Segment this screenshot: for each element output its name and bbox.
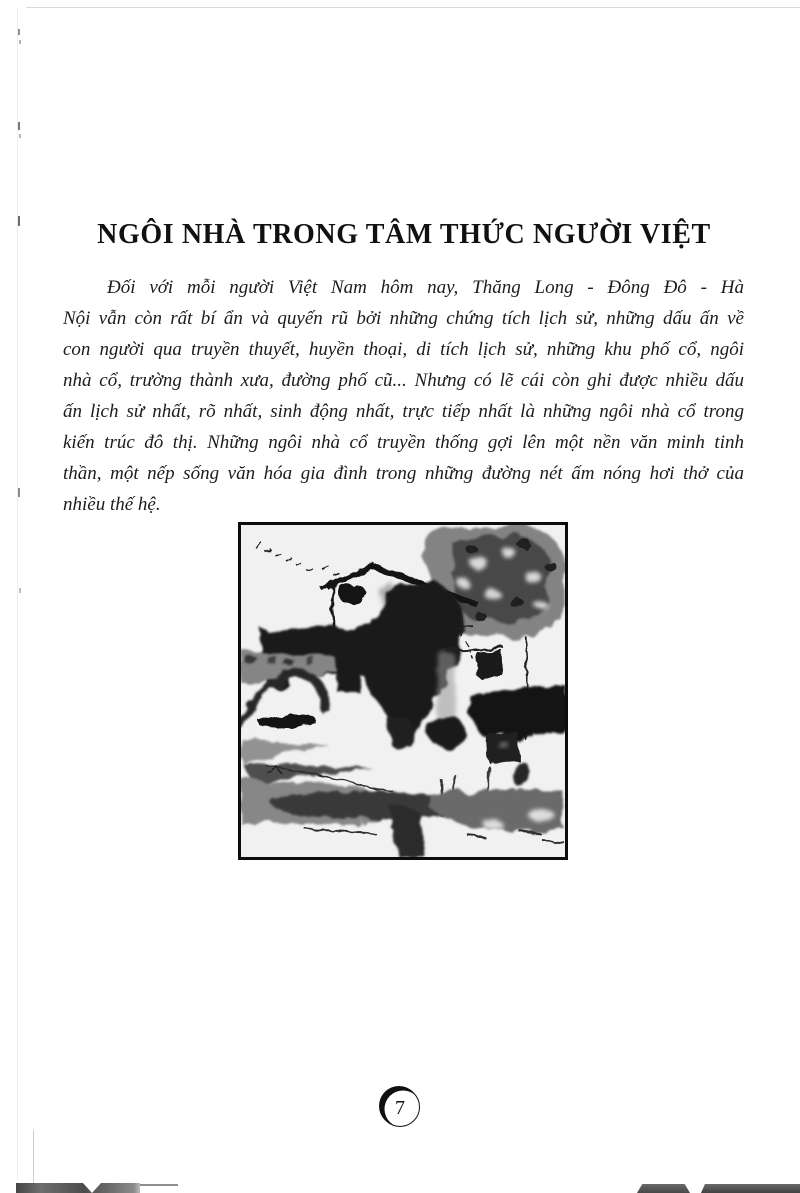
paragraph-line: kiến trúc đô thị. Những ngôi nhà cổ truyền thống gợi lên một nền văn minh tinh (63, 432, 744, 453)
page-title: NGÔI NHÀ TRONG TÂM THỨC NGƯỜI VIỆT (97, 218, 711, 250)
scan-edge-line-left (17, 8, 18, 1180)
paragraph-line: nhà cổ, trường thành xưa, đường phố cũ... Nhưng có lẽ cái còn ghi được nhiều dấu (63, 370, 744, 391)
scan-speck (18, 122, 20, 130)
scan-edge-line-top (26, 7, 800, 8)
scan-bar-notch (83, 1183, 101, 1193)
illustration-ink-wash (238, 522, 568, 860)
paragraph-line: thần, một nếp sống văn hóa gia đình trong những đường nét ấm nóng hơi thở của (63, 463, 744, 484)
scan-line-artifact (33, 1130, 34, 1183)
scan-bar-bottom-right-1 (637, 1184, 690, 1193)
scan-speck (19, 134, 21, 138)
body-paragraph (63, 272, 744, 520)
scan-bar-bottom-right-2 (701, 1184, 800, 1193)
page-number-badge (375, 1082, 425, 1132)
scan-speck (18, 216, 20, 226)
paragraph-line: con người qua truyền thuyết, huyền thoại, di tích lịch sử, những khu phố cổ, ngôi (63, 339, 744, 360)
scan-speck (18, 29, 20, 35)
paragraph-line: Nội vẫn còn rất bí ẩn và quyến rũ bởi những chứng tích lịch sử, những dấu ấn về (63, 308, 744, 329)
page-number: 7 (395, 1097, 405, 1119)
scan-bar-bottom-left (16, 1183, 140, 1193)
paragraph-line: ấn lịch sử nhất, rõ nhất, sinh động nhất, trực tiếp nhất là những ngôi nhà cổ trong (63, 401, 744, 422)
paragraph-line: Đối với mỗi người Việt Nam hôm nay, Thăng Long - Đông Đô - Hà (107, 277, 744, 298)
scan-speck (18, 488, 20, 497)
scan-bar-tail (140, 1184, 178, 1186)
page-number-circle-icon (375, 1082, 425, 1132)
ink-wash-painting (241, 525, 565, 857)
paragraph-line: nhiều thế hệ. (63, 494, 161, 515)
scan-speck (19, 588, 21, 593)
scan-speck (19, 40, 21, 44)
